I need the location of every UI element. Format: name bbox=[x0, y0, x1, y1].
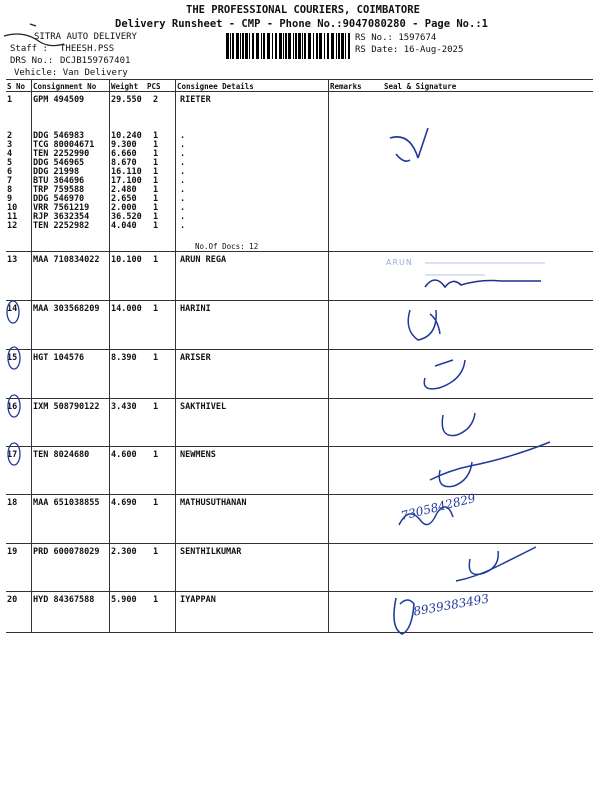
row-sno: 19 bbox=[7, 547, 18, 557]
row-separator bbox=[6, 632, 593, 633]
header-top-line bbox=[6, 79, 593, 80]
row-pcs: 1 bbox=[153, 194, 159, 204]
row-consignment: TEN 2252982 bbox=[33, 221, 90, 231]
row-weight: 8.670 bbox=[111, 158, 137, 168]
row-pcs: 1 bbox=[153, 304, 159, 314]
col-divider bbox=[175, 79, 176, 632]
col-divider bbox=[328, 79, 329, 632]
signature-row15 bbox=[415, 350, 485, 395]
row-consignment: VRR 7561219 bbox=[33, 203, 90, 213]
drs-label: DRS No.: bbox=[10, 56, 54, 66]
row-pcs: 1 bbox=[153, 353, 159, 363]
row-pcs: 2 bbox=[153, 95, 159, 105]
row-sno: 16 bbox=[7, 402, 18, 412]
row-separator bbox=[6, 398, 593, 399]
row-separator bbox=[6, 251, 593, 252]
row-sno: 4 bbox=[7, 149, 13, 159]
row-consignment: TEN 2252990 bbox=[33, 149, 90, 159]
row-sno: 5 bbox=[7, 158, 13, 168]
stamp-text: ARUN bbox=[386, 258, 413, 267]
row-pcs: 1 bbox=[153, 167, 159, 177]
runsheet-title: Delivery Runsheet - CMP - Phone No.:9047080280 - Page No.:1 bbox=[115, 18, 488, 30]
row-consignee: . bbox=[180, 176, 186, 186]
row-consignment: RJP 3632354 bbox=[33, 212, 90, 222]
row-sno: 15 bbox=[7, 353, 18, 363]
row-consignee: IYAPPAN bbox=[180, 595, 216, 605]
row-weight: 36.520 bbox=[111, 212, 142, 222]
signature-row17 bbox=[420, 440, 560, 500]
row-sno: 6 bbox=[7, 167, 13, 177]
row-sno: 10 bbox=[7, 203, 18, 213]
row-pcs: 1 bbox=[153, 185, 159, 195]
handwritten-phone-18: 7305842829 bbox=[399, 490, 477, 524]
row-weight: 4.040 bbox=[111, 221, 137, 231]
row-weight: 29.550 bbox=[111, 95, 142, 105]
signature-row19 bbox=[450, 545, 540, 590]
company-title: THE PROFESSIONAL COURIERS, COIMBATORE bbox=[186, 4, 420, 16]
row-consignment: TCG 80004671 bbox=[33, 140, 95, 150]
row-sno: 18 bbox=[7, 498, 18, 508]
col-consignment: Consignment No bbox=[33, 82, 97, 91]
row-weight: 10.240 bbox=[111, 131, 142, 141]
row-separator bbox=[6, 349, 593, 350]
row-pcs: 1 bbox=[153, 595, 159, 605]
header-scribble bbox=[0, 18, 80, 58]
row-sno: 20 bbox=[7, 595, 18, 605]
row-weight: 4.690 bbox=[111, 498, 137, 508]
row-weight: 2.650 bbox=[111, 194, 137, 204]
row-pcs: 1 bbox=[153, 547, 159, 557]
row-separator bbox=[6, 300, 593, 301]
row-consignment: BTU 364696 bbox=[33, 176, 85, 186]
branch-name: SITRA AUTO DELIVERY bbox=[34, 32, 137, 42]
row-sno: 9 bbox=[7, 194, 13, 204]
row-consignment: TEN 8024680 bbox=[33, 450, 90, 460]
row-consignee: . bbox=[180, 158, 186, 168]
row-consignee: . bbox=[180, 212, 186, 222]
col-pcs: PCS bbox=[147, 82, 161, 91]
row-consignee: MATHUSUTHANAN bbox=[180, 498, 247, 508]
row-weight: 4.600 bbox=[111, 450, 137, 460]
rs-date: RS Date: 16-Aug-2025 bbox=[355, 45, 464, 55]
staff-label: Staff : bbox=[10, 44, 48, 54]
row-consignee: . bbox=[180, 194, 186, 204]
row-consignment: DDG 546983 bbox=[33, 131, 85, 141]
row-weight: 6.660 bbox=[111, 149, 137, 159]
row-consignee: SENTHILKUMAR bbox=[180, 547, 242, 557]
row-consignment: HYD 84367588 bbox=[33, 595, 95, 605]
row-pcs: 1 bbox=[153, 131, 159, 141]
col-consignee: Consignee Details bbox=[177, 82, 254, 91]
row-weight: 2.000 bbox=[111, 203, 137, 213]
row-weight: 10.100 bbox=[111, 255, 142, 265]
row-consignment: MAA 651038855 bbox=[33, 498, 100, 508]
row-pcs: 1 bbox=[153, 140, 159, 150]
drs-value: DCJB159767401 bbox=[60, 56, 131, 66]
circle-marks bbox=[2, 300, 26, 500]
row-consignee: SAKTHIVEL bbox=[180, 402, 227, 412]
row-weight: 14.000 bbox=[111, 304, 142, 314]
row-weight: 3.430 bbox=[111, 402, 137, 412]
row-consignment: GPM 494509 bbox=[33, 95, 85, 105]
row-weight: 17.100 bbox=[111, 176, 142, 186]
doc-count: No.Of Docs: 12 bbox=[195, 242, 259, 251]
row-sno: 8 bbox=[7, 185, 13, 195]
row-pcs: 1 bbox=[153, 203, 159, 213]
row-sno: 1 bbox=[7, 95, 13, 105]
row-weight: 2.480 bbox=[111, 185, 137, 195]
barcode bbox=[226, 33, 352, 59]
row-sno: 2 bbox=[7, 131, 13, 141]
stamp-impression bbox=[385, 255, 575, 295]
row-sno: 3 bbox=[7, 140, 13, 150]
row-consignee: . bbox=[180, 131, 186, 141]
row-weight: 9.300 bbox=[111, 140, 137, 150]
col-divider bbox=[31, 79, 32, 632]
row-consignment: IXM 508790122 bbox=[33, 402, 100, 412]
row-pcs: 1 bbox=[153, 176, 159, 186]
vehicle-type: Vehicle: Van Delivery bbox=[14, 68, 128, 78]
row-pcs: 1 bbox=[153, 149, 159, 159]
row-pcs: 1 bbox=[153, 402, 159, 412]
row-sno: 13 bbox=[7, 255, 18, 265]
row-sno: 12 bbox=[7, 221, 18, 231]
row-consignee: . bbox=[180, 185, 186, 195]
staff-value: THEESH.PSS bbox=[60, 44, 115, 54]
col-seal: Seal & Signature bbox=[384, 82, 457, 91]
row-consignment: PRD 600078029 bbox=[33, 547, 100, 557]
signature-row1 bbox=[380, 120, 440, 180]
row-consignment: TRP 759588 bbox=[33, 185, 85, 195]
row-weight: 5.900 bbox=[111, 595, 137, 605]
row-consignee: NEWMENS bbox=[180, 450, 216, 460]
col-divider bbox=[109, 79, 110, 632]
rs-number: RS No.: 1597674 bbox=[355, 33, 437, 43]
row-sno: 14 bbox=[7, 304, 18, 314]
row-pcs: 1 bbox=[153, 498, 159, 508]
row-consignee: ARUN REGA bbox=[180, 255, 227, 265]
col-remarks: Remarks bbox=[330, 82, 362, 91]
row-consignee: . bbox=[180, 149, 186, 159]
handwritten-phone-20: 8939383493 bbox=[412, 591, 490, 619]
row-consignment: MAA 710834022 bbox=[33, 255, 100, 265]
row-consignee: . bbox=[180, 221, 186, 231]
row-sno: 11 bbox=[7, 212, 18, 222]
row-consignee: . bbox=[180, 140, 186, 150]
row-consignee: . bbox=[180, 167, 186, 177]
signature-row14 bbox=[400, 300, 470, 350]
row-pcs: 1 bbox=[153, 255, 159, 265]
row-consignment: DDG 546965 bbox=[33, 158, 85, 168]
row-consignment: MAA 303568209 bbox=[33, 304, 100, 314]
row-consignee: ARISER bbox=[180, 353, 211, 363]
header-bottom-line bbox=[6, 91, 593, 92]
row-sno: 7 bbox=[7, 176, 13, 186]
row-pcs: 1 bbox=[153, 212, 159, 222]
row-separator bbox=[6, 543, 593, 544]
row-weight: 8.390 bbox=[111, 353, 137, 363]
row-consignment: HGT 104576 bbox=[33, 353, 85, 363]
row-pcs: 1 bbox=[153, 450, 159, 460]
row-sno: 17 bbox=[7, 450, 18, 460]
row-consignee: RIETER bbox=[180, 95, 211, 105]
col-sno: S No bbox=[7, 82, 26, 91]
row-pcs: 1 bbox=[153, 221, 159, 231]
row-weight: 2.300 bbox=[111, 547, 137, 557]
signature-row16 bbox=[435, 405, 505, 445]
row-consignment: DDG 546970 bbox=[33, 194, 85, 204]
col-weight: Weight bbox=[111, 82, 139, 91]
row-consignee: . bbox=[180, 203, 186, 213]
row-consignment: DDG 21998 bbox=[33, 167, 80, 177]
row-separator bbox=[6, 591, 593, 592]
row-weight: 16.110 bbox=[111, 167, 142, 177]
row-pcs: 1 bbox=[153, 158, 159, 168]
row-consignee: HARINI bbox=[180, 304, 211, 314]
